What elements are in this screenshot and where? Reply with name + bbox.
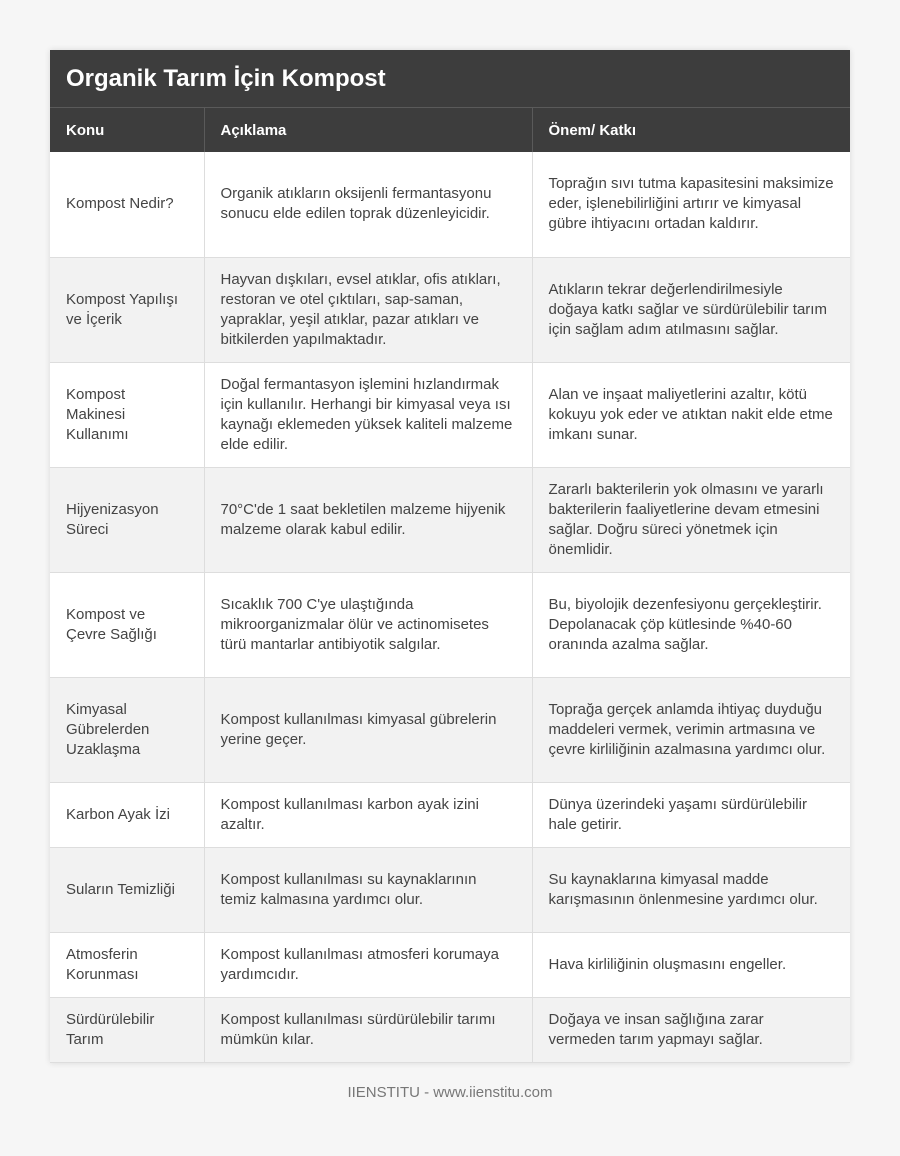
cell-aciklama: Kompost kullanılması atmosferi korumaya yardımcıdır. — [204, 932, 532, 997]
cell-aciklama: Kompost kullanılması karbon ayak izini azaltır. — [204, 782, 532, 847]
cell-konu: Hijyenizasyon Süreci — [50, 467, 204, 572]
cell-onem: Toprağın sıvı tutma kapasitesini maksimize eder, işlenebilirliğini artırır ve kimyasal gübre ihtiyacını ortadan kaldırır. — [532, 152, 850, 257]
column-header-aciklama: Açıklama — [204, 108, 532, 152]
table-row — [50, 257, 850, 362]
table-row — [50, 152, 850, 257]
cell-onem: Dünya üzerindeki yaşamı sürdürülebilir hale getirir. — [532, 782, 850, 847]
cell-konu: Kompost Makinesi Kullanımı — [50, 362, 204, 467]
table-title: Organik Tarım İçin Kompost — [50, 50, 850, 108]
cell-aciklama: Organik atıkların oksijenli fermantasyonu sonucu elde edilen toprak düzenleyicidir. — [204, 152, 532, 257]
cell-konu: Kompost Yapılışı ve İçerik — [50, 257, 204, 362]
footer-credit: IIENSTITU - www.iienstitu.com — [347, 1084, 553, 1101]
cell-aciklama: Doğal fermantasyon işlemini hızlandırmak için kullanılır. Herhangi bir kimyasal veya ısı kaynağı eklemeden yüksek kaliteli malzeme elde edilir. — [204, 362, 532, 467]
compost-table — [50, 108, 850, 1063]
table-row — [50, 677, 850, 782]
column-header-konu: Konu — [50, 108, 204, 152]
cell-onem: Su kaynaklarına kimyasal madde karışmasının önlenmesine yardımcı olur. — [532, 847, 850, 932]
cell-konu: Kompost Nedir? — [50, 152, 204, 257]
cell-konu: Kimyasal Gübrelerden Uzaklaşma — [50, 677, 204, 782]
cell-aciklama: Kompost kullanılması su kaynaklarının temiz kalmasına yardımcı olur. — [204, 847, 532, 932]
table-row — [50, 572, 850, 677]
cell-onem: Zararlı bakterilerin yok olmasını ve yararlı bakterilerin faaliyetlerine devam etmesini sağlar. Doğru süreci yönetmek için önemlidir. — [532, 467, 850, 572]
cell-konu: Atmosferin Korunması — [50, 932, 204, 997]
cell-onem: Bu, biyolojik dezenfesiyonu gerçekleştirir. Depolanacak çöp kütlesinde %40-60 oranında azalma sağlar. — [532, 572, 850, 677]
compost-table-card — [50, 50, 850, 1063]
cell-aciklama: Kompost kullanılması kimyasal gübrelerin yerine geçer. — [204, 677, 532, 782]
cell-konu: Kompost ve Çevre Sağlığı — [50, 572, 204, 677]
cell-onem: Hava kirliliğinin oluşmasını engeller. — [532, 932, 850, 997]
cell-konu: Karbon Ayak İzi — [50, 782, 204, 847]
table-header-row — [50, 108, 850, 152]
cell-aciklama: Hayvan dışkıları, evsel atıklar, ofis atıkları, restoran ve otel çıktıları, sap-saman, yapraklar, yeşil atıklar, pazar atıkları ve bitkilerden yapılmaktadır. — [204, 257, 532, 362]
cell-onem: Toprağa gerçek anlamda ihtiyaç duyduğu maddeleri vermek, verimin artmasına ve çevre kirliliğinin azalmasına yardımcı olur. — [532, 677, 850, 782]
table-row — [50, 782, 850, 847]
cell-aciklama: Kompost kullanılması sürdürülebilir tarımı mümkün kılar. — [204, 997, 532, 1062]
cell-aciklama: Sıcaklık 700 C'ye ulaştığında mikroorganizmalar ölür ve actinomisetes türü mantarlar antibiyotik salgılar. — [204, 572, 532, 677]
cell-aciklama: 70°C'de 1 saat bekletilen malzeme hijyenik malzeme olarak kabul edilir. — [204, 467, 532, 572]
table-row — [50, 932, 850, 997]
cell-konu: Sürdürülebilir Tarım — [50, 997, 204, 1062]
cell-onem: Atıkların tekrar değerlendirilmesiyle doğaya katkı sağlar ve sürdürülebilir tarım için sağlam adım atılmasını sağlar. — [532, 257, 850, 362]
table-row — [50, 467, 850, 572]
table-row — [50, 847, 850, 932]
cell-onem: Doğaya ve insan sağlığına zarar vermeden tarım yapmayı sağlar. — [532, 997, 850, 1062]
cell-onem: Alan ve inşaat maliyetlerini azaltır, kötü kokuyu yok eder ve atıktan nakit elde etme imkanı sunar. — [532, 362, 850, 467]
cell-konu: Suların Temizliği — [50, 847, 204, 932]
table-row — [50, 997, 850, 1062]
column-header-onem: Önem/ Katkı — [532, 108, 850, 152]
table-row — [50, 362, 850, 467]
